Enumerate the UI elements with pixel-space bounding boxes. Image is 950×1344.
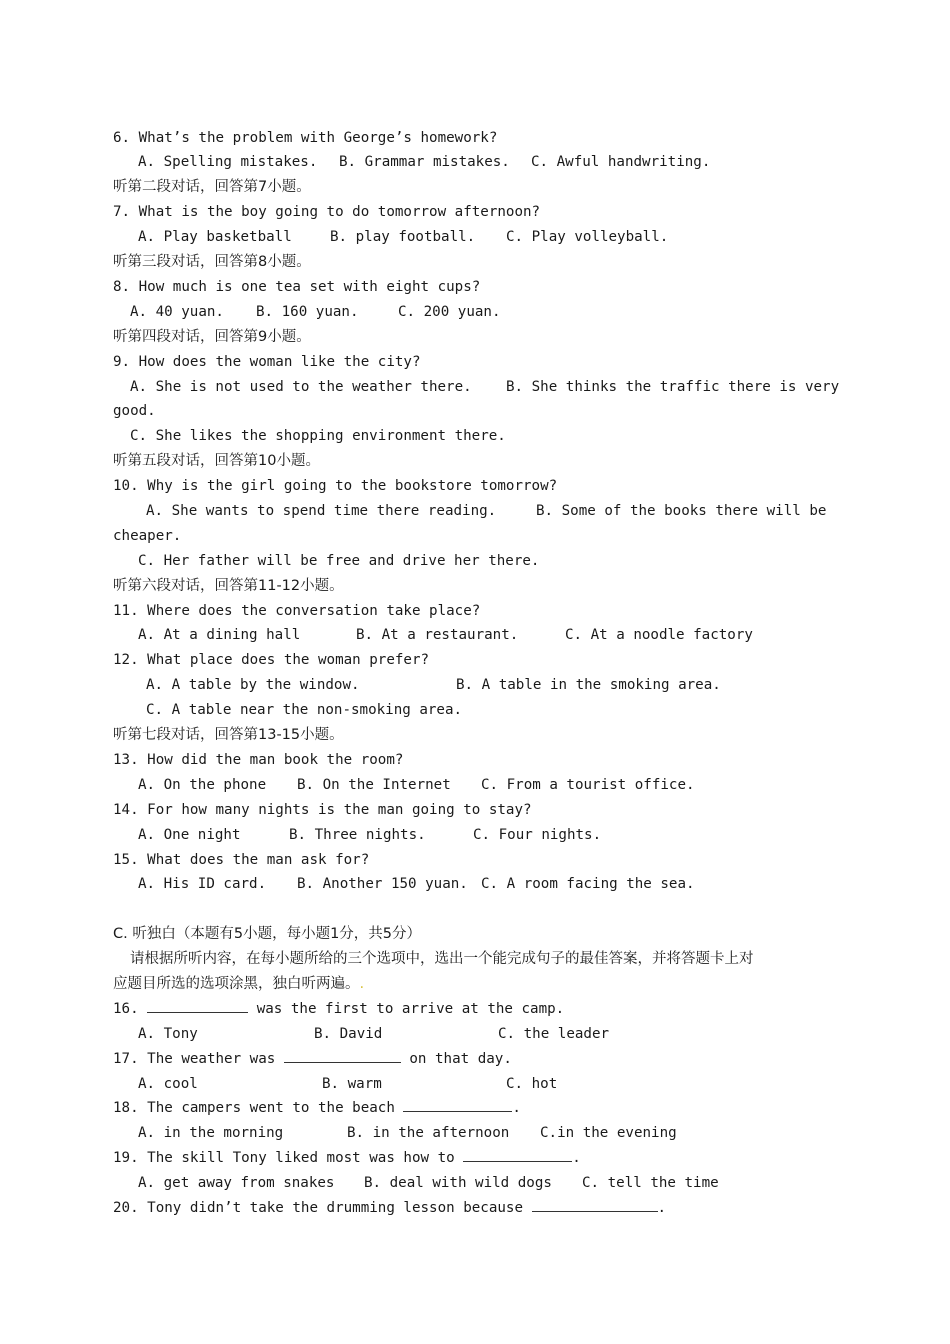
section-4-heading: 听第四段对话，回答第9小题。	[113, 329, 311, 345]
question-18-text-before: 18. The campers went to the beach	[113, 1100, 395, 1116]
question-10-option-b: B. Some of the books there will be	[536, 503, 827, 519]
question-6-option-a: A. Spelling mistakes.	[138, 154, 318, 170]
question-20-stem	[113, 1198, 666, 1218]
question-11-option-b: B. At a restaurant.	[356, 627, 519, 643]
question-14-option-b: B. Three nights.	[289, 827, 426, 843]
question-19-text-before: 19. The skill Tony liked most was how to	[113, 1150, 455, 1166]
question-15-option-b: B. Another 150 yuan.	[297, 876, 468, 892]
question-17-stem	[113, 1049, 512, 1069]
question-7-stem: 7. What is the boy going to do tomorrow afternoon?	[113, 204, 541, 220]
question-6-option-b: B. Grammar mistakes.	[339, 154, 510, 170]
section-2-heading: 听第二段对话，回答第7小题。	[113, 179, 311, 195]
question-20-text-before: 20. Tony didn’t take the drumming lesson because	[113, 1200, 523, 1216]
question-12-option-a: A. A table by the window.	[146, 677, 360, 693]
yellow-dot-mark: .	[359, 976, 365, 992]
question-14-stem: 14. For how many nights is the man going to stay?	[113, 802, 532, 818]
question-14-option-a: A. One night	[138, 827, 241, 843]
question-7-option-c: C. Play volleyball.	[506, 229, 669, 245]
question-11-stem: 11. Where does the conversation take place?	[113, 603, 481, 619]
question-17-option-b: B. warm	[322, 1076, 382, 1092]
part-c-instructions-line1: 请根据所听内容，在每小题所给的三个选项中，选出一个能完成句子的最佳答案，并将答题卡上对	[130, 951, 754, 967]
question-19-option-a: A. get away from snakes	[138, 1175, 335, 1191]
question-10-option-a: A. She wants to spend time there reading.	[146, 503, 497, 519]
question-15-option-a: A. His ID card.	[138, 876, 267, 892]
answer-blank-16[interactable]	[147, 999, 248, 1013]
question-8-stem: 8. How much is one tea set with eight cups?	[113, 279, 481, 295]
question-17-text-after: on that day.	[409, 1051, 512, 1067]
part-c-instructions-line2	[113, 974, 364, 994]
question-16-stem	[113, 999, 564, 1019]
question-9-option-a: A. She is not used to the weather there.	[130, 379, 472, 395]
section-5-heading: 听第五段对话，回答第10小题。	[113, 453, 320, 469]
question-9-option-b-cont: good.	[113, 403, 156, 419]
question-17-option-a: A. cool	[138, 1076, 198, 1092]
question-17-text-before: 17. The weather was	[113, 1051, 276, 1067]
question-12-option-b: B. A table in the smoking area.	[456, 677, 721, 693]
question-18-stem	[113, 1098, 521, 1118]
question-11-option-a: A. At a dining hall	[138, 627, 301, 643]
question-9-stem: 9. How does the woman like the city?	[113, 354, 421, 370]
question-6-stem: 6. What’s the problem with George’s homework?	[113, 130, 498, 146]
question-17-option-c: C. hot	[506, 1076, 558, 1092]
question-19-text-after: .	[572, 1150, 581, 1166]
question-18-text-after: .	[512, 1100, 521, 1116]
question-15-stem: 15. What does the man ask for?	[113, 852, 370, 868]
question-16-option-a: A. Tony	[138, 1026, 198, 1042]
question-10-option-c: C. Her father will be free and drive her there.	[138, 553, 540, 569]
question-8-option-c: C. 200 yuan.	[398, 304, 501, 320]
question-10-option-b-cont: cheaper.	[113, 528, 182, 544]
question-19-option-b: B. deal with wild dogs	[364, 1175, 552, 1191]
question-20-text-after: .	[657, 1200, 667, 1216]
question-7-option-a: A. Play basketball	[138, 229, 292, 245]
answer-blank-19[interactable]	[463, 1148, 572, 1162]
question-16-option-b: B. David	[314, 1026, 383, 1042]
question-19-stem	[113, 1148, 581, 1168]
question-19-option-c: C. tell the time	[582, 1175, 719, 1191]
question-10-stem: 10. Why is the girl going to the bookstore tomorrow?	[113, 478, 558, 494]
section-6-heading: 听第六段对话，回答第11-12小题。	[113, 578, 344, 594]
question-18-option-a: A. in the morning	[138, 1125, 284, 1141]
question-14-option-c: C. Four nights.	[473, 827, 602, 843]
question-8-option-b: B. 160 yuan.	[256, 304, 359, 320]
question-8-option-a: A. 40 yuan.	[130, 304, 224, 320]
answer-blank-17[interactable]	[284, 1049, 401, 1063]
question-13-option-a: A. On the phone	[138, 777, 267, 793]
answer-blank-18[interactable]	[403, 1098, 512, 1112]
question-18-option-b: B. in the afternoon	[347, 1125, 510, 1141]
question-7-option-b: B. play football.	[330, 229, 476, 245]
question-11-option-c: C. At a noodle factory	[565, 627, 753, 643]
question-9-option-b: B. She thinks the traffic there is very	[506, 379, 840, 395]
question-16-option-c: C. the leader	[498, 1026, 610, 1042]
section-7-heading: 听第七段对话，回答第13-15小题。	[113, 727, 344, 743]
question-15-option-c: C. A room facing the sea.	[481, 876, 695, 892]
part-c-instructions-text: 应题目所选的选项涂黑，独白听两遍。	[113, 976, 360, 992]
question-13-option-c: C. From a tourist office.	[481, 777, 695, 793]
question-9-option-c: C. She likes the shopping environment there.	[130, 428, 506, 444]
section-3-heading: 听第三段对话，回答第8小题。	[113, 254, 311, 270]
answer-blank-20[interactable]	[532, 1198, 658, 1212]
question-12-option-c: C. A table near the non-smoking area.	[146, 702, 463, 718]
question-13-option-b: B. On the Internet	[297, 777, 451, 793]
question-16-text: was the first to arrive at the camp.	[256, 1001, 565, 1017]
question-18-option-c: C.in the evening	[540, 1125, 677, 1141]
question-12-stem: 12. What place does the woman prefer?	[113, 652, 430, 668]
question-16-number: 16.	[113, 1001, 139, 1017]
question-13-stem: 13. How did the man book the room?	[113, 752, 404, 768]
question-6-option-c: C. Awful handwriting.	[531, 154, 711, 170]
part-c-title: C. 听独白（本题有5小题，每小题1分，共5分）	[113, 926, 422, 942]
